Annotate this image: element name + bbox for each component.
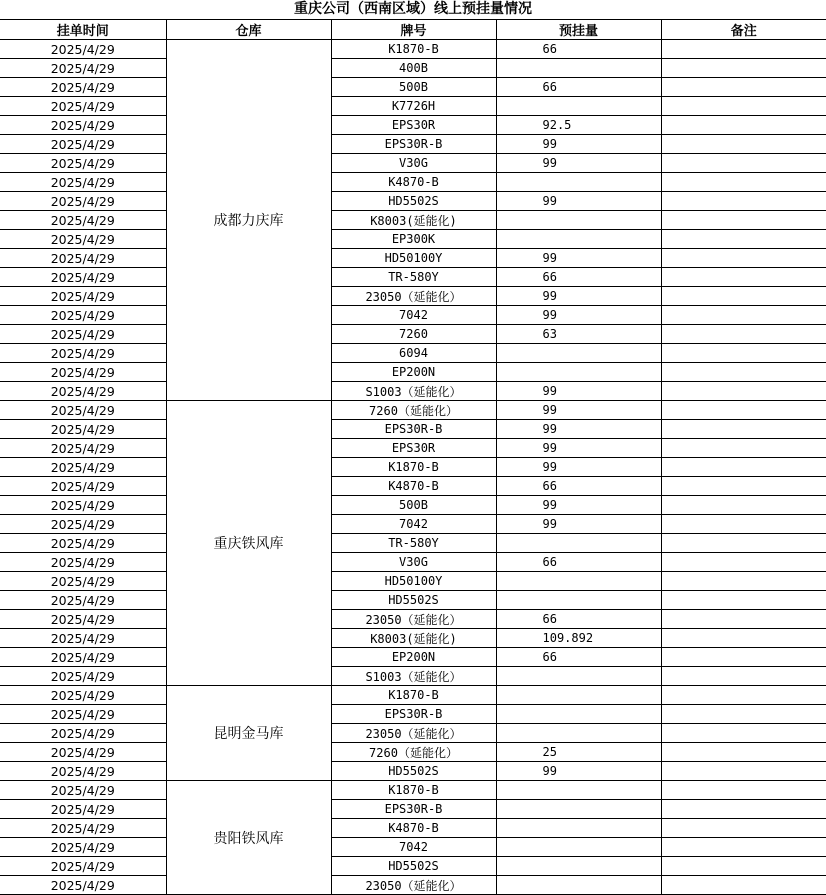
table-row bbox=[0, 78, 826, 97]
date-cell[interactable]: 2025/4/29 bbox=[0, 363, 166, 382]
date-cell[interactable]: 2025/4/29 bbox=[0, 496, 166, 515]
table-row bbox=[0, 553, 826, 572]
table-row bbox=[0, 591, 826, 610]
brand-cell[interactable]: EP200N bbox=[331, 648, 496, 667]
brand-cell[interactable]: K1870-B bbox=[331, 686, 496, 705]
quantity-cell[interactable] bbox=[496, 724, 661, 743]
brand-cell[interactable]: K1870-B bbox=[331, 781, 496, 800]
date-cell[interactable]: 2025/4/29 bbox=[0, 629, 166, 648]
note-cell[interactable] bbox=[661, 382, 826, 401]
note-cell[interactable] bbox=[661, 211, 826, 230]
date-cell[interactable]: 2025/4/29 bbox=[0, 781, 166, 800]
brand-cell[interactable]: EPS30R bbox=[331, 439, 496, 458]
date-cell[interactable]: 2025/4/29 bbox=[0, 344, 166, 363]
brand-cell[interactable]: S1003（延能化） bbox=[331, 667, 496, 686]
brand-cell[interactable]: 23050（延能化） bbox=[331, 876, 496, 895]
table-row bbox=[0, 135, 826, 154]
quantity-cell[interactable] bbox=[496, 800, 661, 819]
date-cell[interactable]: 2025/4/29 bbox=[0, 458, 166, 477]
date-cell[interactable]: 2025/4/29 bbox=[0, 553, 166, 572]
table-row bbox=[0, 458, 826, 477]
table-row bbox=[0, 781, 826, 800]
date-cell[interactable]: 2025/4/29 bbox=[0, 686, 166, 705]
note-cell[interactable] bbox=[661, 363, 826, 382]
quantity-cell[interactable]: 66 bbox=[496, 553, 661, 572]
brand-cell[interactable]: 500B bbox=[331, 496, 496, 515]
table-row bbox=[0, 97, 826, 116]
note-cell[interactable] bbox=[661, 458, 826, 477]
table-row bbox=[0, 686, 826, 705]
date-cell[interactable]: 2025/4/29 bbox=[0, 40, 166, 59]
table-row bbox=[0, 838, 826, 857]
warehouse-cell[interactable]: 昆明金马库 bbox=[166, 686, 331, 781]
brand-cell[interactable]: EPS30R bbox=[331, 116, 496, 135]
quantity-cell[interactable] bbox=[496, 534, 661, 553]
date-cell[interactable]: 2025/4/29 bbox=[0, 724, 166, 743]
note-cell[interactable] bbox=[661, 800, 826, 819]
note-cell[interactable] bbox=[661, 648, 826, 667]
note-cell[interactable] bbox=[661, 610, 826, 629]
date-cell[interactable]: 2025/4/29 bbox=[0, 154, 166, 173]
note-cell[interactable] bbox=[661, 553, 826, 572]
note-cell[interactable] bbox=[661, 686, 826, 705]
brand-cell[interactable]: V30G bbox=[331, 553, 496, 572]
quantity-cell[interactable]: 99 bbox=[496, 382, 661, 401]
quantity-cell[interactable] bbox=[496, 667, 661, 686]
note-cell[interactable] bbox=[661, 515, 826, 534]
brand-cell[interactable]: EPS30R-B bbox=[331, 800, 496, 819]
quantity-cell[interactable] bbox=[496, 876, 661, 895]
note-cell[interactable] bbox=[661, 135, 826, 154]
warehouse-cell[interactable]: 重庆铁风库 bbox=[166, 401, 331, 686]
date-cell[interactable]: 2025/4/29 bbox=[0, 743, 166, 762]
date-cell[interactable]: 2025/4/29 bbox=[0, 173, 166, 192]
warehouse-cell[interactable]: 成都力庆库 bbox=[166, 40, 331, 401]
table-row bbox=[0, 819, 826, 838]
table-row bbox=[0, 154, 826, 173]
header-date[interactable]: 挂单时间 bbox=[0, 20, 166, 40]
table-row bbox=[0, 116, 826, 135]
brand-cell[interactable]: 7042 bbox=[331, 515, 496, 534]
header-row bbox=[0, 20, 826, 40]
table-row bbox=[0, 724, 826, 743]
table-row bbox=[0, 59, 826, 78]
pre-order-table bbox=[0, 20, 826, 895]
quantity-cell[interactable]: 63 bbox=[496, 325, 661, 344]
warehouse-cell[interactable]: 贵阳铁风库 bbox=[166, 781, 331, 895]
date-cell[interactable]: 2025/4/29 bbox=[0, 382, 166, 401]
date-cell[interactable]: 2025/4/29 bbox=[0, 800, 166, 819]
table-row bbox=[0, 743, 826, 762]
quantity-cell[interactable]: 99 bbox=[496, 192, 661, 211]
table-row bbox=[0, 648, 826, 667]
note-cell[interactable] bbox=[661, 838, 826, 857]
brand-cell[interactable]: EPS30R-B bbox=[331, 420, 496, 439]
note-cell[interactable] bbox=[661, 116, 826, 135]
quantity-cell[interactable] bbox=[496, 59, 661, 78]
table-row bbox=[0, 306, 826, 325]
quantity-cell[interactable] bbox=[496, 363, 661, 382]
table-row bbox=[0, 420, 826, 439]
table-row bbox=[0, 287, 826, 306]
brand-cell[interactable]: 7260（延能化） bbox=[331, 743, 496, 762]
table-row bbox=[0, 268, 826, 287]
table-row bbox=[0, 344, 826, 363]
note-cell[interactable] bbox=[661, 705, 826, 724]
brand-cell[interactable]: EPS30R-B bbox=[331, 705, 496, 724]
table-row bbox=[0, 325, 826, 344]
note-cell[interactable] bbox=[661, 40, 826, 59]
brand-cell[interactable]: V30G bbox=[331, 154, 496, 173]
note-cell[interactable] bbox=[661, 534, 826, 553]
note-cell[interactable] bbox=[661, 344, 826, 363]
quantity-cell[interactable] bbox=[496, 591, 661, 610]
brand-cell[interactable]: K8003(延能化) bbox=[331, 211, 496, 230]
date-cell[interactable]: 2025/4/29 bbox=[0, 857, 166, 876]
table-row bbox=[0, 363, 826, 382]
note-cell[interactable] bbox=[661, 154, 826, 173]
note-cell[interactable] bbox=[661, 477, 826, 496]
brand-cell[interactable]: K4870-B bbox=[331, 477, 496, 496]
brand-cell[interactable]: K1870-B bbox=[331, 458, 496, 477]
quantity-cell[interactable]: 109.892 bbox=[496, 629, 661, 648]
date-cell[interactable]: 2025/4/29 bbox=[0, 116, 166, 135]
date-cell[interactable]: 2025/4/29 bbox=[0, 477, 166, 496]
note-cell[interactable] bbox=[661, 743, 826, 762]
quantity-cell[interactable]: 99 bbox=[496, 515, 661, 534]
date-cell[interactable]: 2025/4/29 bbox=[0, 876, 166, 895]
note-cell[interactable] bbox=[661, 173, 826, 192]
note-cell[interactable] bbox=[661, 249, 826, 268]
brand-cell[interactable]: K4870-B bbox=[331, 173, 496, 192]
quantity-cell[interactable]: 99 bbox=[496, 249, 661, 268]
date-cell[interactable]: 2025/4/29 bbox=[0, 78, 166, 97]
date-cell[interactable]: 2025/4/29 bbox=[0, 762, 166, 781]
date-cell[interactable]: 2025/4/29 bbox=[0, 211, 166, 230]
quantity-cell[interactable]: 99 bbox=[496, 287, 661, 306]
date-cell[interactable]: 2025/4/29 bbox=[0, 325, 166, 344]
table-row bbox=[0, 705, 826, 724]
note-cell[interactable] bbox=[661, 667, 826, 686]
date-cell[interactable]: 2025/4/29 bbox=[0, 420, 166, 439]
brand-cell[interactable]: EPS30R-B bbox=[331, 135, 496, 154]
date-cell[interactable]: 2025/4/29 bbox=[0, 667, 166, 686]
note-cell[interactable] bbox=[661, 572, 826, 591]
table-row bbox=[0, 173, 826, 192]
table-row bbox=[0, 629, 826, 648]
quantity-cell[interactable]: 66 bbox=[496, 610, 661, 629]
brand-cell[interactable]: EP300K bbox=[331, 230, 496, 249]
date-cell[interactable]: 2025/4/29 bbox=[0, 705, 166, 724]
note-cell[interactable] bbox=[661, 819, 826, 838]
note-cell[interactable] bbox=[661, 629, 826, 648]
brand-cell[interactable]: HD5502S bbox=[331, 591, 496, 610]
note-cell[interactable] bbox=[661, 268, 826, 287]
date-cell[interactable]: 2025/4/29 bbox=[0, 610, 166, 629]
brand-cell[interactable]: 500B bbox=[331, 78, 496, 97]
date-cell[interactable]: 2025/4/29 bbox=[0, 249, 166, 268]
table-row bbox=[0, 192, 826, 211]
quantity-cell[interactable]: 25 bbox=[496, 743, 661, 762]
table-row bbox=[0, 496, 826, 515]
table-row bbox=[0, 515, 826, 534]
brand-cell[interactable]: HD5502S bbox=[331, 762, 496, 781]
date-cell[interactable]: 2025/4/29 bbox=[0, 59, 166, 78]
brand-cell[interactable]: S1003（延能化） bbox=[331, 382, 496, 401]
table-body bbox=[0, 40, 826, 895]
brand-cell[interactable]: TR-580Y bbox=[331, 268, 496, 287]
sheet-title: 重庆公司（西南区域）线上预挂量情况 bbox=[0, 0, 826, 20]
quantity-cell[interactable] bbox=[496, 819, 661, 838]
brand-cell[interactable]: K4870-B bbox=[331, 819, 496, 838]
table-row bbox=[0, 762, 826, 781]
quantity-cell[interactable]: 92.5 bbox=[496, 116, 661, 135]
quantity-cell[interactable]: 66 bbox=[496, 648, 661, 667]
brand-cell[interactable]: HD50100Y bbox=[331, 249, 496, 268]
note-cell[interactable] bbox=[661, 97, 826, 116]
quantity-cell[interactable] bbox=[496, 686, 661, 705]
quantity-cell[interactable]: 99 bbox=[496, 135, 661, 154]
table-row bbox=[0, 230, 826, 249]
brand-cell[interactable]: 7042 bbox=[331, 838, 496, 857]
quantity-cell[interactable]: 66 bbox=[496, 477, 661, 496]
note-cell[interactable] bbox=[661, 857, 826, 876]
note-cell[interactable] bbox=[661, 325, 826, 344]
quantity-cell[interactable] bbox=[496, 705, 661, 724]
date-cell[interactable]: 2025/4/29 bbox=[0, 572, 166, 591]
table-row bbox=[0, 40, 826, 59]
brand-cell[interactable]: 23050（延能化） bbox=[331, 724, 496, 743]
quantity-cell[interactable]: 99 bbox=[496, 154, 661, 173]
brand-cell[interactable]: 23050（延能化） bbox=[331, 287, 496, 306]
date-cell[interactable]: 2025/4/29 bbox=[0, 591, 166, 610]
brand-cell[interactable]: HD5502S bbox=[331, 192, 496, 211]
quantity-cell[interactable] bbox=[496, 173, 661, 192]
note-cell[interactable] bbox=[661, 420, 826, 439]
quantity-cell[interactable] bbox=[496, 344, 661, 363]
date-cell[interactable]: 2025/4/29 bbox=[0, 819, 166, 838]
quantity-cell[interactable]: 99 bbox=[496, 439, 661, 458]
note-cell[interactable] bbox=[661, 287, 826, 306]
header-brand[interactable]: 牌号 bbox=[331, 20, 496, 40]
note-cell[interactable] bbox=[661, 401, 826, 420]
brand-cell[interactable]: HD5502S bbox=[331, 857, 496, 876]
date-cell[interactable]: 2025/4/29 bbox=[0, 401, 166, 420]
quantity-cell[interactable]: 66 bbox=[496, 78, 661, 97]
note-cell[interactable] bbox=[661, 496, 826, 515]
table-row bbox=[0, 211, 826, 230]
table-row bbox=[0, 382, 826, 401]
note-cell[interactable] bbox=[661, 192, 826, 211]
note-cell[interactable] bbox=[661, 230, 826, 249]
quantity-cell[interactable]: 99 bbox=[496, 306, 661, 325]
table-row bbox=[0, 800, 826, 819]
quantity-cell[interactable] bbox=[496, 838, 661, 857]
date-cell[interactable]: 2025/4/29 bbox=[0, 268, 166, 287]
brand-cell[interactable]: TR-580Y bbox=[331, 534, 496, 553]
table-row bbox=[0, 667, 826, 686]
date-cell[interactable]: 2025/4/29 bbox=[0, 97, 166, 116]
quantity-cell[interactable]: 99 bbox=[496, 420, 661, 439]
brand-cell[interactable]: 6094 bbox=[331, 344, 496, 363]
table-row bbox=[0, 401, 826, 420]
date-cell[interactable]: 2025/4/29 bbox=[0, 230, 166, 249]
date-cell[interactable]: 2025/4/29 bbox=[0, 135, 166, 154]
quantity-cell[interactable]: 99 bbox=[496, 458, 661, 477]
table-row bbox=[0, 572, 826, 591]
brand-cell[interactable]: 7260（延能化） bbox=[331, 401, 496, 420]
header-note[interactable]: 备注 bbox=[661, 20, 826, 40]
table-row bbox=[0, 477, 826, 496]
header-warehouse[interactable]: 仓库 bbox=[166, 20, 331, 40]
note-cell[interactable] bbox=[661, 724, 826, 743]
quantity-cell[interactable] bbox=[496, 572, 661, 591]
quantity-cell[interactable] bbox=[496, 230, 661, 249]
table-row bbox=[0, 857, 826, 876]
quantity-cell[interactable]: 99 bbox=[496, 401, 661, 420]
header-quantity[interactable]: 预挂量 bbox=[496, 20, 661, 40]
brand-cell[interactable]: 400B bbox=[331, 59, 496, 78]
note-cell[interactable] bbox=[661, 59, 826, 78]
note-cell[interactable] bbox=[661, 306, 826, 325]
brand-cell[interactable]: HD50100Y bbox=[331, 572, 496, 591]
quantity-cell[interactable]: 99 bbox=[496, 496, 661, 515]
date-cell[interactable]: 2025/4/29 bbox=[0, 306, 166, 325]
table-row bbox=[0, 610, 826, 629]
date-cell[interactable]: 2025/4/29 bbox=[0, 838, 166, 857]
brand-cell[interactable]: 23050（延能化） bbox=[331, 610, 496, 629]
note-cell[interactable] bbox=[661, 78, 826, 97]
quantity-cell[interactable]: 99 bbox=[496, 762, 661, 781]
brand-cell[interactable]: 7260 bbox=[331, 325, 496, 344]
brand-cell[interactable]: 7042 bbox=[331, 306, 496, 325]
brand-cell[interactable]: K7726H bbox=[331, 97, 496, 116]
date-cell[interactable]: 2025/4/29 bbox=[0, 439, 166, 458]
table-row bbox=[0, 534, 826, 553]
note-cell[interactable] bbox=[661, 781, 826, 800]
note-cell[interactable] bbox=[661, 439, 826, 458]
note-cell[interactable] bbox=[661, 876, 826, 895]
brand-cell[interactable]: EP200N bbox=[331, 363, 496, 382]
table-row bbox=[0, 876, 826, 895]
table-row bbox=[0, 439, 826, 458]
date-cell[interactable]: 2025/4/29 bbox=[0, 534, 166, 553]
quantity-cell[interactable] bbox=[496, 97, 661, 116]
quantity-cell[interactable]: 66 bbox=[496, 40, 661, 59]
date-cell[interactable]: 2025/4/29 bbox=[0, 515, 166, 534]
quantity-cell[interactable] bbox=[496, 211, 661, 230]
date-cell[interactable]: 2025/4/29 bbox=[0, 648, 166, 667]
quantity-cell[interactable] bbox=[496, 781, 661, 800]
date-cell[interactable]: 2025/4/29 bbox=[0, 192, 166, 211]
note-cell[interactable] bbox=[661, 591, 826, 610]
note-cell[interactable] bbox=[661, 762, 826, 781]
brand-cell[interactable]: K1870-B bbox=[331, 40, 496, 59]
quantity-cell[interactable]: 66 bbox=[496, 268, 661, 287]
table-row bbox=[0, 249, 826, 268]
quantity-cell[interactable] bbox=[496, 857, 661, 876]
brand-cell[interactable]: K8003(延能化) bbox=[331, 629, 496, 648]
date-cell[interactable]: 2025/4/29 bbox=[0, 287, 166, 306]
